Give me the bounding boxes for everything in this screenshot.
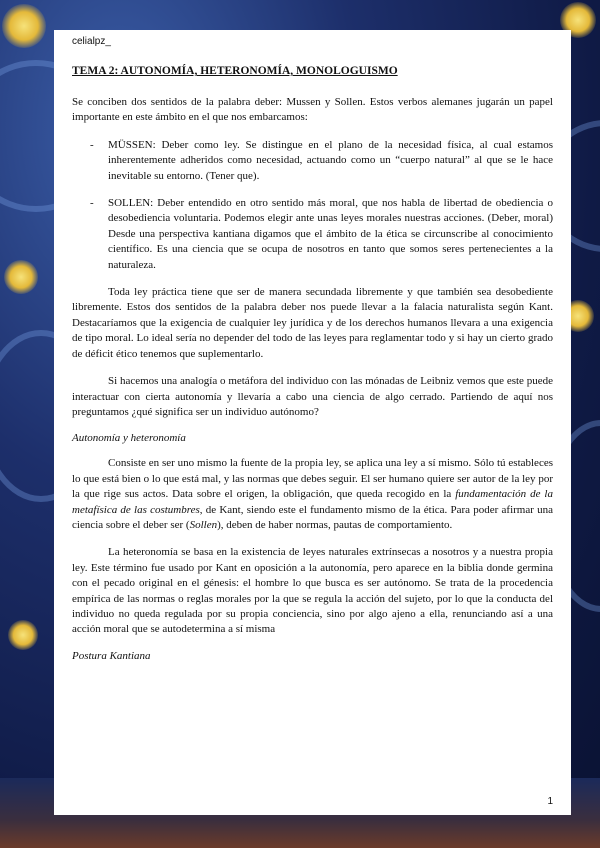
term-italic: Sollen (189, 518, 218, 531)
star (8, 620, 38, 650)
work-title: fundamentación de la metafísica de las costumbres (72, 488, 553, 516)
author-header: celialpz_ (72, 36, 111, 47)
body-paragraph: Si hacemos una analogía o metáfora del individuo con las mónadas de Leibniz vemos que este puede interactuar con cierta autonomía y llevaría a cabo una ciencia de algo cerrado. Partiendo de aquí nos preguntamos ¿qué significa ser un individuo autónomo? (72, 375, 553, 418)
intro-paragraph: Se conciben dos sentidos de la palabra deber: Mussen y Sollen. Estos verbos alemanes jugarán un papel importante en este ámbito en el que nos embarcamos: (72, 96, 553, 124)
body-paragraph: Toda ley práctica tiene que ser de manera secundada libremente y que también sea desobediente libremente. Estos dos sentidos de la palabra deber nos puede llevar a la falacia naturalista según Kant. Destacaríamos que la exigencia de cualquier ley jurídica y de los derechos humanos llevara a una exigencia de tipo moral. Lo ideal sería no depender del todo de las leyes para reglamentar todo y si hay un cierto grado de déficit ético tenemos que suplementarlo. (72, 286, 553, 360)
list-item (90, 138, 553, 184)
star (2, 4, 46, 48)
page-title: TEMA 2: AUTONOMÍA, HETERONOMÍA, MONOLOGUISMO (72, 65, 398, 77)
list-item-text: MÜSSEN: Deber como ley. Se distingue en el plano de la necesidad física, al cual estamos inherentemente adheridos como necesidad, actuando como un “cuerpo natural” al que se le hace inevitable su entorno. (Tener que). (108, 138, 553, 182)
document-page (54, 30, 571, 815)
paragraph-text: Consiste en ser uno mismo la fuente de la propia ley, se aplica una ley a sí mismo. Sólo tú estableces lo que está bien o lo que está mal, y las normas que debes seguir. El ser humano quiere ser autor de la ley por la que rige sus actos. Data sobre el origen, la obligación, que queda recogido en la (72, 457, 553, 501)
bullet-dash: - (90, 138, 94, 151)
list-item-text: SOLLEN: Deber entendido en otro sentido más moral, que nos habla de libertad de obediencia o desobediencia voluntaria. Podemos elegir ante unas leyes morales nuestras acciones. (Deber, moral) Desde una perspectiva kantiana digamos que el ámbito de la ética se circunscribe al conocimiento científico. Es una ciencia que se ocupa de nosotros en tanto que somos seres pertenecientes a la naturaleza. (108, 197, 553, 271)
star (4, 260, 38, 294)
body-paragraph (72, 456, 553, 533)
section-heading: Postura Kantiana (72, 649, 151, 662)
list-item (90, 196, 553, 273)
bullet-dash: - (90, 197, 94, 210)
paragraph-text: , de Kant, siendo este el fundamento mismo de la ética. Para poder afirmar una ciencia sobre el deber ser ( (72, 503, 553, 531)
section-heading: Autonomía y heteronomía (72, 432, 186, 445)
paragraph-text: ), deben de haber normas, pautas de comportamiento. (217, 518, 453, 531)
definition-list (72, 138, 553, 273)
page-number: 1 (547, 796, 553, 807)
body-paragraph: La heteronomía se basa en la existencia de leyes naturales extrínsecas a nosotros y a nuestra propia ley. Este término fue usado por Kant en oposición a la autonomía, pero aparece en la biblia donde germina con el pecado original en el génesis: el hombre lo que busca es ser autónomo. Se trata de la procedencia empírica de las normas o reglas morales por la que se regula la acción del sujeto, por lo que la conducta del individuo no queda regulada por su propia conciencia, sino por algo ajeno a ella, renunciando así a una acción moral que se autodetermina a sí misma (72, 546, 553, 636)
